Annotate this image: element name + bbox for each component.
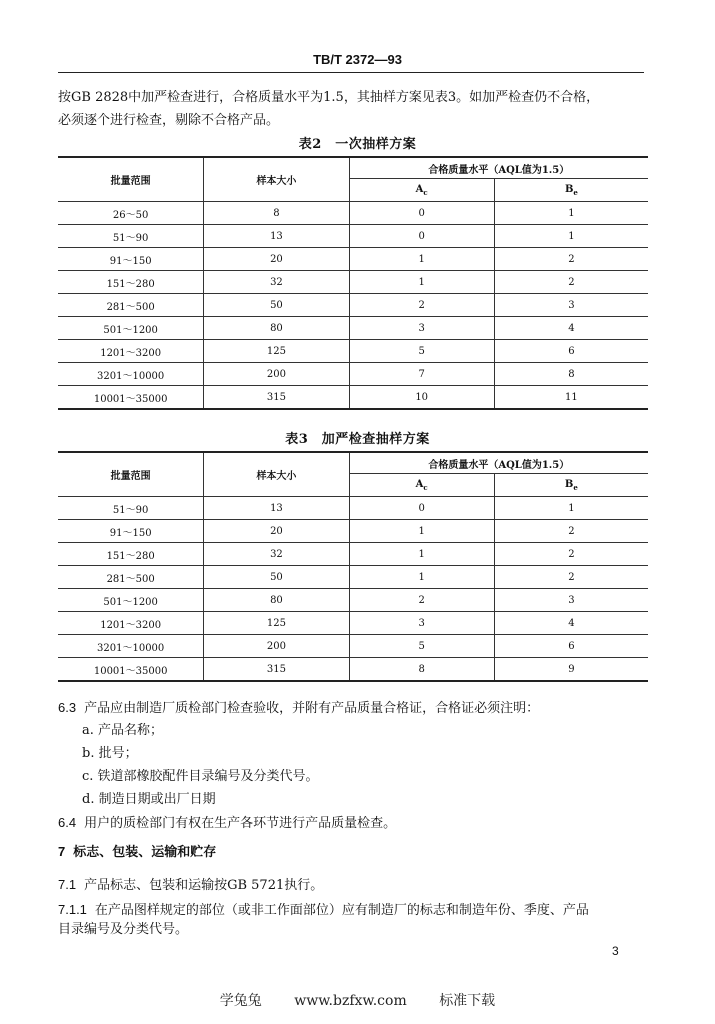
table-row xyxy=(58,589,648,612)
header-rule xyxy=(58,72,644,73)
table3-header-ac: $A_c$ xyxy=(349,474,494,497)
table-cell: 2 xyxy=(494,566,648,589)
table-cell: 9 xyxy=(494,658,648,682)
table3-tightened-plan xyxy=(58,451,648,682)
table-cell: 3 xyxy=(494,589,648,612)
table2-header-re: $B_e$ xyxy=(494,179,648,202)
table-cell: 125 xyxy=(204,612,349,635)
table-cell: 0 xyxy=(349,497,494,520)
table-cell: 1 xyxy=(349,566,494,589)
table-cell: 315 xyxy=(204,386,349,410)
table-row xyxy=(58,386,648,410)
table-cell: 3 xyxy=(494,294,648,317)
page-number: 3 xyxy=(612,944,619,958)
table-cell: 6 xyxy=(494,635,648,658)
table2-caption: 表2 一次抽样方案 xyxy=(298,137,417,152)
table-cell: 2 xyxy=(494,543,648,566)
table-cell: 1201～3200 xyxy=(58,612,204,635)
list-item: c. 铁道部橡胶配件目录编号及分类代号。 xyxy=(82,769,319,784)
table-cell: 501～1200 xyxy=(58,589,204,612)
table3-header-re: $B_e$ xyxy=(494,474,648,497)
section-6-3: 6.3 产品应由制造厂质检部门检查验收，并附有产品质量合格证，合格证必须注明： xyxy=(58,700,540,716)
table-row xyxy=(58,543,648,566)
intro-line-1: 按GB 2828中加严检查进行，合格质量水平为1.5，其抽样方案见表3。如加严检查仍不合格， xyxy=(58,90,600,105)
table-cell: 281～500 xyxy=(58,566,204,589)
table-cell: 200 xyxy=(204,635,349,658)
table-cell: 5 xyxy=(349,635,494,658)
table3-header-batch: 批量范围 xyxy=(58,452,204,497)
table-cell: 1 xyxy=(494,497,648,520)
table-cell: 32 xyxy=(204,271,349,294)
table-cell: 200 xyxy=(204,363,349,386)
table-cell: 1 xyxy=(349,248,494,271)
table-cell: 3 xyxy=(349,612,494,635)
list-item: d. 制造日期或出厂日期 xyxy=(82,792,216,807)
table-cell: 151～280 xyxy=(58,543,204,566)
table-cell: 51～90 xyxy=(58,225,204,248)
table-row xyxy=(58,520,648,543)
table-row xyxy=(58,225,648,248)
table-cell: 1201～3200 xyxy=(58,340,204,363)
table-cell: 6 xyxy=(494,340,648,363)
table2-header-batch: 批量范围 xyxy=(58,157,204,202)
table-row xyxy=(58,612,648,635)
table-row xyxy=(58,271,648,294)
table-cell: 4 xyxy=(494,612,648,635)
table-cell: 10001～35000 xyxy=(58,386,204,410)
footer-url[interactable]: www.bzfxw.com xyxy=(294,993,407,1009)
table-cell: 80 xyxy=(204,589,349,612)
table-row xyxy=(58,658,648,682)
table-cell: 80 xyxy=(204,317,349,340)
section-7-1-1-continued: 目录编号及分类代号。 xyxy=(58,922,189,937)
table-cell: 4 xyxy=(494,317,648,340)
section-7-title: 7 标志、包装、运输和贮存 xyxy=(58,844,217,860)
table-cell: 51～90 xyxy=(58,497,204,520)
table-cell: 1 xyxy=(349,520,494,543)
table-cell: 13 xyxy=(204,225,349,248)
section-6-4: 6.4 用户的质检部门有权在生产各环节进行产品质量检查。 xyxy=(58,815,397,831)
table-cell: 91～150 xyxy=(58,248,204,271)
table-cell: 50 xyxy=(204,294,349,317)
table-cell: 1 xyxy=(494,202,648,225)
table-cell: 125 xyxy=(204,340,349,363)
footer-watermark xyxy=(0,990,715,1010)
table-row xyxy=(58,635,648,658)
document-header-code: TB/T 2372—93 xyxy=(313,52,402,67)
table-cell: 151～280 xyxy=(58,271,204,294)
table-cell: 10 xyxy=(349,386,494,410)
footer-slogan: 标准下载 xyxy=(439,993,496,1009)
table-cell: 26～50 xyxy=(58,202,204,225)
table-row xyxy=(58,202,648,225)
table-cell: 2 xyxy=(494,248,648,271)
table-cell: 20 xyxy=(204,520,349,543)
table2-sampling-plan xyxy=(58,156,648,410)
table-row xyxy=(58,497,648,520)
table-row xyxy=(58,566,648,589)
table-cell: 281～500 xyxy=(58,294,204,317)
table-cell: 5 xyxy=(349,340,494,363)
table-cell: 1 xyxy=(349,271,494,294)
table-cell: 11 xyxy=(494,386,648,410)
table-cell: 3 xyxy=(349,317,494,340)
table3-header-aql: 合格质量水平（AQL值为1.5） xyxy=(349,452,648,474)
table2-header-ac: $A_c$ xyxy=(349,179,494,202)
footer-site-name: 学兔兔 xyxy=(219,993,262,1009)
table-cell: 315 xyxy=(204,658,349,682)
table-cell: 13 xyxy=(204,497,349,520)
table-cell: 8 xyxy=(494,363,648,386)
list-item: a. 产品名称； xyxy=(82,723,164,738)
table-cell: 32 xyxy=(204,543,349,566)
list-item: b. 批号； xyxy=(82,746,138,761)
sections-body xyxy=(58,696,658,940)
section-7-1-1: 7.1.1 在产品图样规定的部位（或非工作面部位）应有制造厂的标志和制造年份、季度、产品 xyxy=(58,902,589,918)
table-cell: 7 xyxy=(349,363,494,386)
table-row xyxy=(58,248,648,271)
table-cell: 2 xyxy=(349,294,494,317)
table-cell: 1 xyxy=(494,225,648,248)
table-cell: 0 xyxy=(349,202,494,225)
table-cell: 3201～10000 xyxy=(58,363,204,386)
table-cell: 2 xyxy=(494,520,648,543)
table-row xyxy=(58,340,648,363)
section-7-1: 7.1 产品标志、包装和运输按GB 5721执行。 xyxy=(58,877,324,893)
table-cell: 10001～35000 xyxy=(58,658,204,682)
table-cell: 2 xyxy=(349,589,494,612)
table-cell: 3201～10000 xyxy=(58,635,204,658)
table-cell: 91～150 xyxy=(58,520,204,543)
table2-header-aql: 合格质量水平（AQL值为1.5） xyxy=(349,157,648,179)
table3-caption: 表3 加严检查抽样方案 xyxy=(285,432,430,447)
table-cell: 8 xyxy=(204,202,349,225)
intro-line-2: 必须逐个进行检查，剔除不合格产品。 xyxy=(58,113,280,128)
table-cell: 2 xyxy=(494,271,648,294)
table-cell: 8 xyxy=(349,658,494,682)
table-row xyxy=(58,317,648,340)
table-row xyxy=(58,363,648,386)
table3-header-sample: 样本大小 xyxy=(204,452,349,497)
intro-paragraph xyxy=(58,86,648,132)
table-cell: 0 xyxy=(349,225,494,248)
table-cell: 50 xyxy=(204,566,349,589)
table2-header-sample: 样本大小 xyxy=(204,157,349,202)
table-cell: 20 xyxy=(204,248,349,271)
table-row xyxy=(58,294,648,317)
table-cell: 501～1200 xyxy=(58,317,204,340)
table-cell: 1 xyxy=(349,543,494,566)
